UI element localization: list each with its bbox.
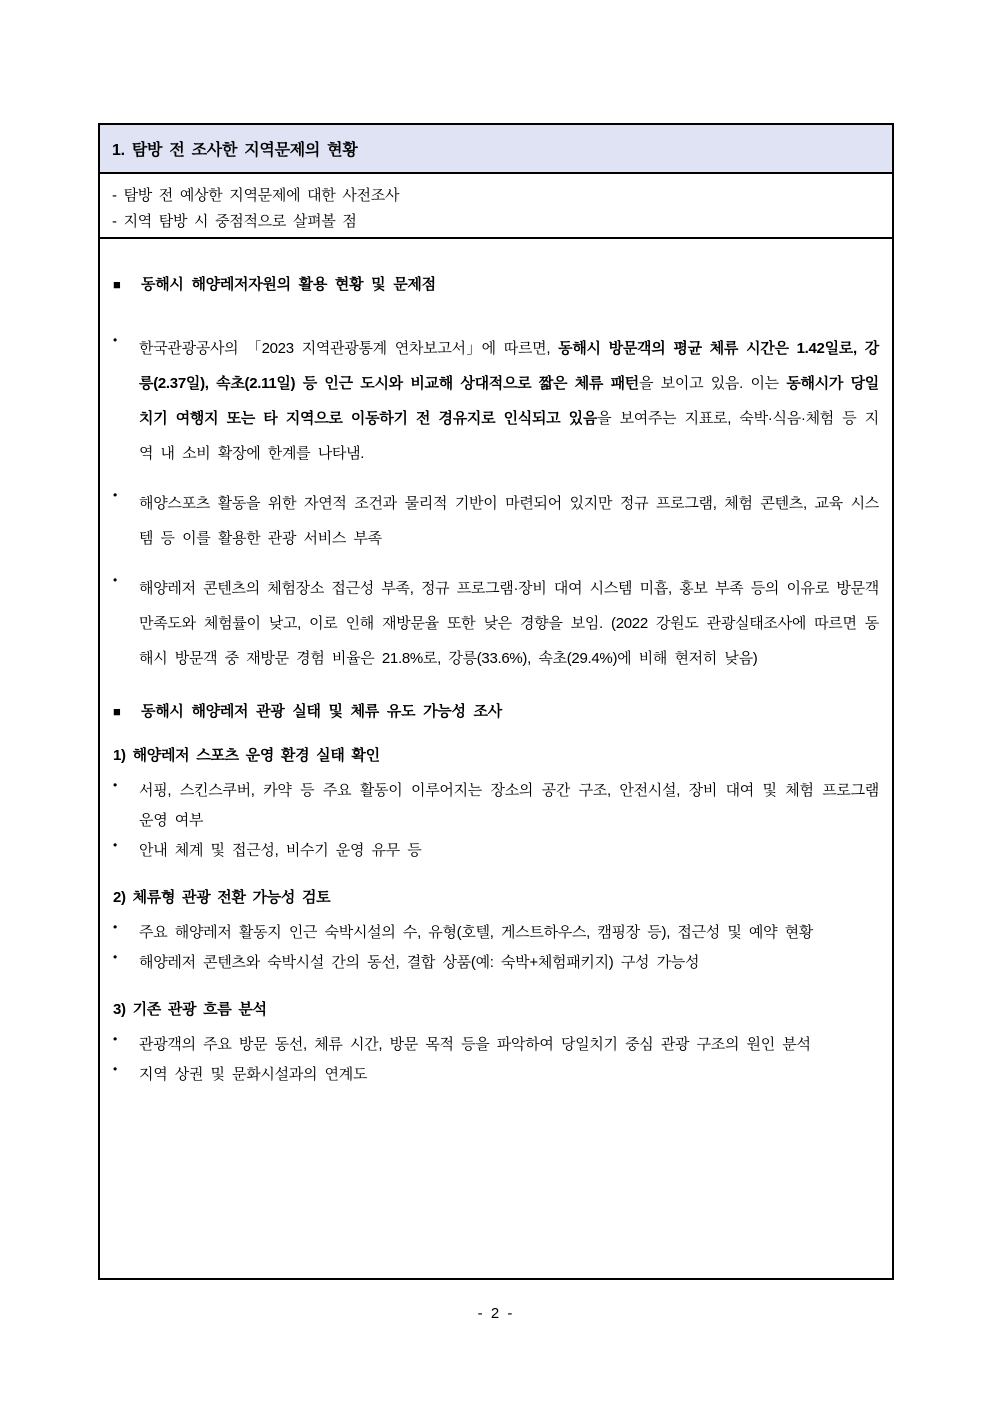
bullet-text: 서핑, 스킨스쿠버, 카약 등 주요 활동이 이루어지는 장소의 공간 구조, 안전시설, 장비 대여 및 체험 프로그램 운영 여부 — [139, 782, 879, 829]
bullet-icon: • — [113, 573, 117, 587]
bullet-icon: • — [113, 920, 117, 934]
bullet-text — [139, 331, 879, 471]
bullet-item — [113, 776, 879, 836]
note-line: - 탐방 전 예상한 지역문제에 대한 사전조사 — [112, 187, 400, 204]
text-segment-bold: 동해시가 당일치기 여행지 또는 타 지역으로 이동하기 전 경유지로 인식되고 있음 — [139, 375, 879, 427]
subsection-title: 3) 기존 관광 흐름 분석 — [113, 1001, 267, 1018]
bullet-icon: • — [113, 838, 117, 852]
bullet-text: 안내 체계 및 접근성, 비수기 운영 유무 등 — [139, 842, 422, 859]
text-segment: 을 보여주는 지표로, 숙박·식음·체험 등 지역 내 소비 확장에 한계를 나타냄. — [139, 410, 879, 462]
table-header-row — [100, 125, 892, 174]
square-marker-icon: ■ — [113, 704, 121, 719]
text-segment-bold: 동해시 방문객의 평균 체류 시간은 1.42일로, 강릉(2.37일), 속초(2.11일) 등 인근 도시와 비교해 상대적으로 짧은 체류 패턴 — [139, 340, 879, 392]
page-number: - 2 - — [477, 1305, 515, 1322]
subsection-tourism-flow — [113, 1000, 879, 1090]
section-title: 동해시 해양레저 관광 실태 및 체류 유도 가능성 조사 — [141, 703, 502, 720]
bullet-item — [113, 918, 879, 948]
bullet-icon: • — [113, 333, 117, 347]
table-notes-row — [100, 174, 892, 239]
subsection-title: 1) 해양레저 스포츠 운영 환경 실태 확인 — [113, 747, 380, 764]
subsection-sports-environment — [113, 746, 879, 866]
section-heading — [113, 275, 879, 295]
subsection-title: 2) 체류형 관광 전환 가능성 검토 — [113, 889, 331, 906]
bullet-text: 지역 상권 및 문화시설과의 연계도 — [139, 1066, 368, 1083]
bullet-item — [113, 331, 879, 471]
text-segment: 한국관광공사의 「2023 지역관광통계 연차보고서」에 따르면, — [139, 340, 559, 357]
text-segment: 을 보이고 있음. 이는 — [639, 375, 787, 392]
section-title: 동해시 해양레저자원의 활용 현황 및 문제점 — [141, 276, 436, 293]
report-table — [98, 123, 894, 1280]
bullet-icon: • — [113, 1032, 117, 1046]
subsection-stay-conversion — [113, 888, 879, 978]
note-line: - 지역 탐방 시 중점적으로 살펴볼 점 — [112, 213, 357, 230]
section-stay-tourism-survey — [113, 702, 879, 1090]
bullet-text: 주요 해양레저 활동지 인근 숙박시설의 수, 유형(호텔, 게스트하우스, 캠핑장 등), 접근성 및 예약 현황 — [139, 924, 814, 941]
bullet-icon: • — [113, 950, 117, 964]
bullet-item — [113, 571, 879, 676]
section-heading — [113, 702, 879, 722]
table-title: 1. 탐방 전 조사한 지역문제의 현황 — [112, 142, 358, 159]
bullet-item — [113, 836, 879, 866]
bullet-text: 관광객의 주요 방문 동선, 체류 시간, 방문 목적 등을 파악하여 당일치기 중심 관광 구조의 원인 분석 — [139, 1036, 811, 1053]
bullet-item — [113, 486, 879, 556]
bullet-text: 해양레저 콘텐츠의 체험장소 접근성 부족, 정규 프로그램·장비 대여 시스템 미흡, 홍보 부족 등의 이유로 방문객 만족도와 체험률이 낮고, 이로 인해 재방문율 또한 낮은 경향을 보임. (2022 강원도 관광실태조사에 따르면 동해시 방문객 중 재방문 경험 비율은 21.8%로, 강릉(33.6%), 속초(29.4%)에 비해 현저히 낮음) — [139, 580, 879, 667]
bullet-icon: • — [113, 1062, 117, 1076]
table-content-row — [100, 239, 892, 1278]
bullet-item — [113, 1030, 879, 1060]
section-marine-leisure-status — [113, 275, 879, 676]
bullet-item — [113, 948, 879, 978]
bullet-item — [113, 1060, 879, 1090]
bullet-text: 해양스포츠 활동을 위한 자연적 조건과 물리적 기반이 마련되어 있지만 정규 프로그램, 체험 콘텐츠, 교육 시스템 등 이를 활용한 관광 서비스 부족 — [139, 495, 879, 547]
bullet-icon: • — [113, 778, 117, 792]
square-marker-icon: ■ — [113, 277, 121, 292]
bullet-text: 해양레저 콘텐츠와 숙박시설 간의 동선, 결합 상품(예: 숙박+체험패키지) 구성 가능성 — [139, 954, 700, 971]
bullet-icon: • — [113, 488, 117, 502]
